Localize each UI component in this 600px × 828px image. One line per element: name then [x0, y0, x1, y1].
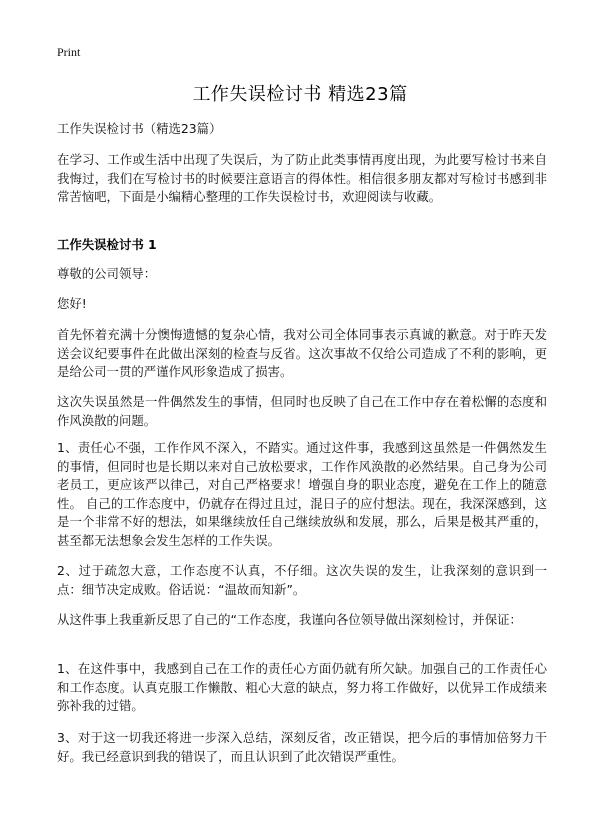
paragraph-4: 2、过于疏忽大意，工作态度不认真，不仔细。这次失误的发生，让我深刻的意识到一点：细节决定成败。俗话说：“温故而知新”。 — [57, 563, 547, 597]
paragraph-3: 1、责任心不强，工作作风不深入，不踏实。通过这件事，我感到这虽然是一件偶然发生的事情，但同时也是长期以来对自己放松要求，工作作风涣散的必然结果。自己身为公司老员工，更应该严以律己，对自己严格要求！增强自身的职业态度，避免在工作上的随意性。 自己的工作态度中，仍就存在得过且过，混日子的应付想法。现在，我深深感到，这是一个非常不好的想法，如果继续放任自己继续放纵和发展，那么，后果是极其严重的，甚至都无法想象会发生怎样的工作失误。 — [57, 440, 547, 548]
paragraph-1: 首先怀着充满十分懊悔遗憾的复杂心情，我对公司全体同事表示真诚的歉意。对于昨天发送会议纪要事件在此做出深刻的检查与反省。这次事故不仅给公司造成了不利的影响，更是给公司一贯的严谨作风形象造成了损害。 — [57, 327, 547, 380]
paragraph-6: 1、在这件事中，我感到自己在工作的责任心方面仍就有所欠缺。加强自己的工作责任心和工作态度。认真克服工作懒散、粗心大意的缺点，努力将工作做好，以优异工作成绩来弥补我的过错。 — [57, 661, 547, 714]
greeting: 您好! — [57, 296, 87, 311]
document-subtitle: 工作失误检讨书（精选23篇） — [57, 121, 222, 136]
salutation: 尊敬的公司领导： — [57, 266, 157, 281]
print-link[interactable]: Print — [57, 45, 81, 59]
section-heading: 工作失误检讨书 1 — [57, 237, 157, 252]
paragraph-2: 这次失误虽然是一件偶然发生的事情，但同时也反映了自己在工作中存在着松懈的态度和作风涣散的问题。 — [57, 394, 547, 428]
intro-paragraph: 在学习、工作或生活中出现了失误后，为了防止此类事情再度出现，为此要写检讨书来自我悔过，我们在写检讨书的时候要注意语言的得体性。相信很多朋友都对写检讨书感到非常苦恼吧，下面是小编精心整理的工作失误检讨书，欢迎阅读与收藏。 — [57, 152, 547, 205]
paragraph-5: 从这件事上我重新反思了自己的“工作态度，我谨向各位领导做出深刻检讨，并保证： — [57, 612, 522, 627]
document-title: 工作失误检讨书 精选23篇 — [192, 84, 408, 105]
paragraph-7: 3、对于这一切我还将进一步深入总结，深刻反省，改正错误，把今后的事情加倍努力干好。我已经意识到我的错误了，而且认识到了此次错误严重性。 — [57, 730, 547, 764]
